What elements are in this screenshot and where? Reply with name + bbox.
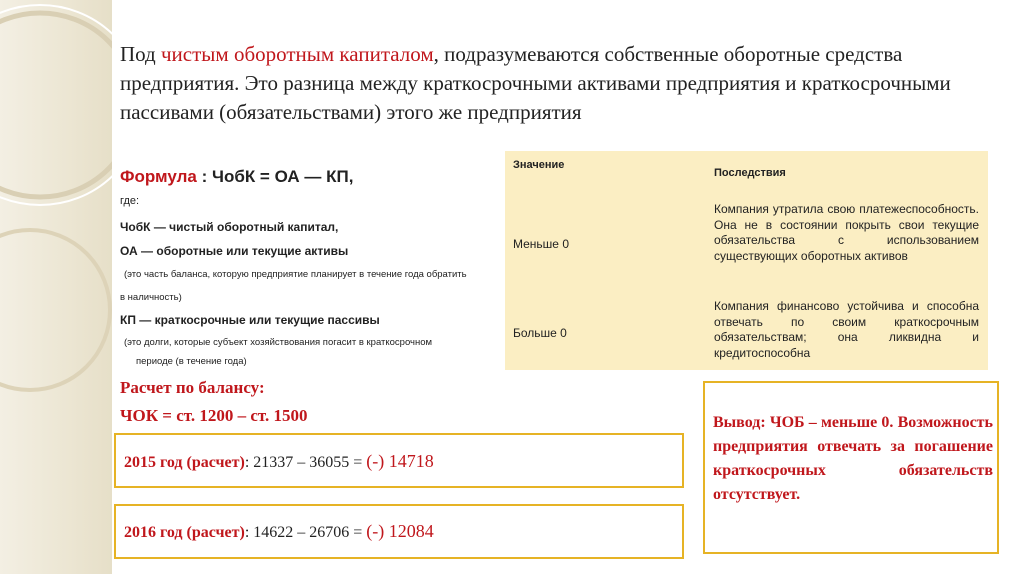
table-row-value: Меньше 0 — [513, 237, 569, 251]
calc-formula: ЧОК = ст. 1200 – ст. 1500 — [120, 406, 308, 425]
table-header-consequences: Последствия — [714, 167, 786, 179]
formula-line — [120, 167, 353, 187]
calc-2015-expression: : 21337 – 36055 = — [244, 454, 367, 471]
definition-kp-note: (это долги, которые субъект хозяйствования погасит в краткосрочном — [124, 337, 433, 348]
calc-2016-label: 2016 год (расчет) — [124, 524, 245, 541]
calc-2015-result: (-) 14718 — [366, 451, 434, 471]
definition-oa-note: (это часть баланса, которую предприятие планирует в течение года обратить — [124, 269, 467, 280]
calc-title: Расчет по балансу: — [120, 378, 265, 397]
definition-oa: ОА — оборотные или текущие активы — [120, 244, 349, 258]
conclusion-text: Вывод: ЧОБ – меньше 0. Возможность предприятия отвечать за погашение краткосрочных обязательств отсутствует. — [713, 414, 993, 503]
calc-2016-result: (-) 12084 — [366, 521, 434, 541]
formula-expression: ЧобК = ОА — КП, — [212, 167, 354, 186]
intro-text-start: Под — [120, 42, 161, 66]
intro-paragraph — [120, 40, 1000, 127]
decorative-side-band — [0, 0, 112, 574]
table-row-consequence: Компания утратила свою платежеспособность. Она не в состоянии покрыть свои текущие обязательства с использованием существующих оборотных активов — [714, 202, 979, 263]
definition-oa-note-cont: в наличность) — [120, 292, 182, 303]
consequences-table — [505, 151, 988, 370]
conclusion-box — [703, 381, 999, 554]
where-label: где: — [120, 195, 140, 207]
table-header-value: Значение — [513, 159, 565, 171]
definition-chobk: ЧобК — чистый оборотный капитал, — [120, 220, 339, 234]
calc-box-2016 — [114, 504, 684, 559]
table-row-value: Больше 0 — [513, 326, 567, 340]
calc-box-2015 — [114, 433, 684, 488]
calc-2016-expression: : 14622 – 26706 = — [244, 524, 367, 541]
definition-kp-note-cont: периоде (в течение года) — [136, 356, 247, 367]
intro-text-rest: , подразумеваются собственные оборотные средства предприятия. Это разница между краткосрочными активами предприятия и краткосрочными пассивами (обязательствами) этого же предприятия — [120, 42, 951, 124]
decorative-rings — [0, 0, 112, 574]
formula-label: Формула — [120, 167, 197, 186]
formula-colon: : — [196, 167, 212, 186]
calc-2015-label: 2015 год (расчет) — [124, 454, 245, 471]
definition-kp: КП — краткосрочные или текущие пассивы — [120, 313, 380, 327]
table-row-consequence: Компания финансово устойчива и способна отвечать по своим краткосрочным обязательствам; она ликвидна и кредитоспособна — [714, 299, 979, 360]
intro-highlight-term: чистым оборотным капиталом — [161, 42, 434, 66]
